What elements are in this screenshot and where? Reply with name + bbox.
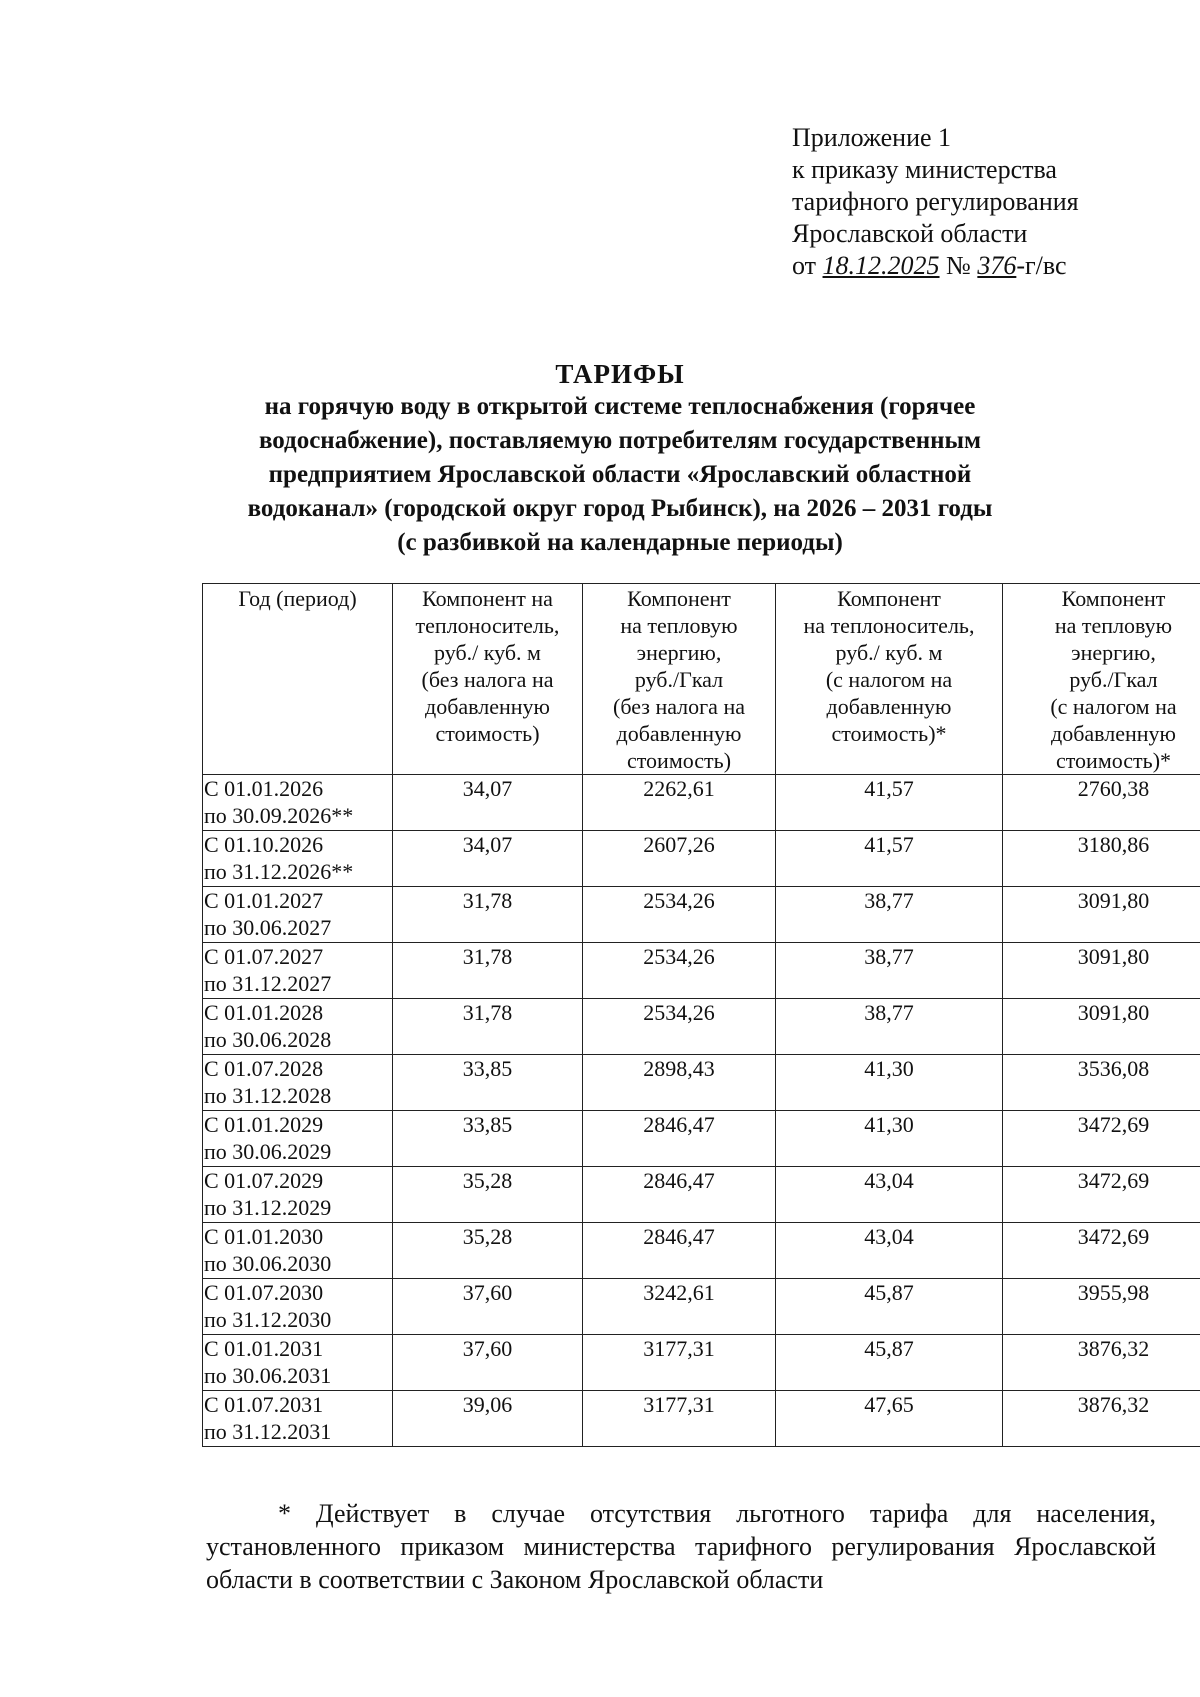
value-cell-c2: 2534,26 [583, 999, 776, 1055]
period-to: по 30.06.2027 [204, 915, 332, 940]
value-cell-c3: 47,65 [776, 1391, 1003, 1447]
column-header-line: руб./Гкал [1069, 667, 1158, 692]
period-to: по 31.12.2027 [204, 971, 332, 996]
value-cell-c2: 3177,31 [583, 1391, 776, 1447]
column-header-line: руб./Гкал [634, 667, 724, 692]
column-header-line: на тепловую [620, 613, 738, 638]
footnote-text: * Действует в случае отсутствия льготного тарифа для населения, установленного приказом министерства тарифного регулирования Ярославской области в соответствии с Законом Ярославской области [206, 1499, 1156, 1594]
column-header-line: стоимость) [626, 748, 732, 773]
period-from: С 01.07.2027 [204, 944, 324, 969]
value-cell-c4: 2760,38 [1003, 775, 1200, 831]
value-cell-c4: 3876,32 [1003, 1335, 1200, 1391]
title-line-4: водоканал» (городской округ город Рыбинск), на 2026 – 2031 годы [247, 495, 993, 522]
value-cell-c3: 38,77 [776, 887, 1003, 943]
period-to: по 31.12.2029 [204, 1195, 332, 1220]
value-cell-c2: 2846,47 [583, 1111, 776, 1167]
title-line-5: (с разбивкой на календарные периоды) [397, 529, 843, 556]
table-body [203, 775, 1200, 1447]
appendix-line-4: Ярославской области [792, 219, 1028, 248]
value-cell-c4: 3091,80 [1003, 887, 1200, 943]
column-header-3 [583, 584, 776, 775]
period-to: по 31.12.2030 [204, 1307, 332, 1332]
column-header-line: добавленную [616, 721, 742, 746]
column-header-line: добавленную [425, 694, 550, 719]
tariffs-table [202, 583, 1200, 1447]
title-line-2: водоснабжение), поставляемую потребителям государственным [258, 427, 982, 454]
value-cell-c4: 3472,69 [1003, 1111, 1200, 1167]
column-header-1 [203, 584, 393, 775]
table-row [203, 831, 1200, 887]
table-row [203, 1055, 1200, 1111]
value-cell-c4: 3876,32 [1003, 1391, 1200, 1447]
value-cell-c3: 43,04 [776, 1223, 1003, 1279]
period-cell [203, 1167, 393, 1223]
value-cell-c1: 37,60 [393, 1279, 583, 1335]
number-label: № [946, 251, 971, 280]
value-cell-c3: 41,30 [776, 1055, 1003, 1111]
value-cell-c2: 2846,47 [583, 1167, 776, 1223]
column-header-line: руб./ куб. м [835, 640, 943, 665]
period-to: по 30.06.2030 [204, 1251, 332, 1276]
column-header-line: добавленную [826, 694, 952, 719]
period-from: С 01.07.2031 [204, 1392, 324, 1417]
column-header-line: (без налога на [613, 694, 745, 719]
value-cell-c4: 3180,86 [1003, 831, 1200, 887]
column-header-line: Компонент [627, 586, 731, 611]
appendix-line-3: тарифного регулирования [792, 187, 1079, 216]
value-cell-c2: 2607,26 [583, 831, 776, 887]
column-header-line: (с налогом на [1050, 694, 1177, 719]
table-header-row [203, 584, 1200, 775]
order-date: 18.12.2025 [822, 251, 940, 280]
value-cell-c1: 34,07 [393, 831, 583, 887]
order-suffix: -г/вс [1016, 251, 1067, 280]
period-from: С 01.01.2031 [204, 1336, 324, 1361]
column-header-line: Год (период) [238, 586, 357, 611]
appendix-line-1: Приложение 1 [792, 123, 952, 152]
value-cell-c3: 41,30 [776, 1111, 1003, 1167]
value-cell-c3: 45,87 [776, 1279, 1003, 1335]
document-title [160, 358, 1080, 560]
period-from: С 01.01.2029 [204, 1112, 324, 1137]
period-to: по 30.09.2026** [204, 803, 354, 828]
value-cell-c1: 35,28 [393, 1167, 583, 1223]
value-cell-c2: 3177,31 [583, 1335, 776, 1391]
column-header-line: на тепловую [1054, 613, 1173, 638]
period-to: по 30.06.2031 [204, 1363, 332, 1388]
period-to: по 30.06.2029 [204, 1139, 332, 1164]
table-row [203, 1335, 1200, 1391]
title-main: ТАРИФЫ [555, 359, 685, 389]
period-cell [203, 775, 393, 831]
period-from: С 01.01.2030 [204, 1224, 324, 1249]
column-header-line: стоимость)* [1055, 748, 1172, 773]
column-header-5 [1003, 584, 1200, 775]
value-cell-c3: 43,04 [776, 1167, 1003, 1223]
table-row [203, 1391, 1200, 1447]
table-row [203, 887, 1200, 943]
value-cell-c2: 2534,26 [583, 943, 776, 999]
period-cell [203, 1279, 393, 1335]
period-from: С 01.07.2028 [204, 1056, 324, 1081]
column-header-line: энергию, [636, 640, 722, 665]
column-header-line: Компонент на [422, 586, 553, 611]
value-cell-c2: 2534,26 [583, 887, 776, 943]
value-cell-c3: 41,57 [776, 775, 1003, 831]
period-from: С 01.07.2030 [204, 1280, 324, 1305]
value-cell-c4: 3472,69 [1003, 1167, 1200, 1223]
period-cell [203, 1335, 393, 1391]
table-row [203, 775, 1200, 831]
period-cell [203, 999, 393, 1055]
column-header-line: Компонент [837, 586, 941, 611]
value-cell-c3: 45,87 [776, 1335, 1003, 1391]
column-header-4 [776, 584, 1003, 775]
title-line-3: предприятием Ярославской области «Ярославский областной [268, 461, 972, 488]
column-header-line: стоимость) [435, 721, 540, 746]
table-row [203, 1279, 1200, 1335]
value-cell-c3: 38,77 [776, 943, 1003, 999]
from-label: от [792, 251, 817, 280]
column-header-line: на теплоноситель, [803, 613, 975, 638]
value-cell-c2: 2262,61 [583, 775, 776, 831]
period-cell [203, 1111, 393, 1167]
period-from: С 01.01.2028 [204, 1000, 324, 1025]
value-cell-c1: 33,85 [393, 1111, 583, 1167]
value-cell-c4: 3091,80 [1003, 943, 1200, 999]
column-header-line: руб./ куб. м [434, 640, 541, 665]
period-cell [203, 1391, 393, 1447]
period-to: по 30.06.2028 [204, 1027, 332, 1052]
value-cell-c1: 33,85 [393, 1055, 583, 1111]
value-cell-c1: 31,78 [393, 999, 583, 1055]
value-cell-c4: 3536,08 [1003, 1055, 1200, 1111]
period-from: С 01.01.2027 [204, 888, 324, 913]
table-row [203, 1111, 1200, 1167]
appendix-line-2: к приказу министерства [792, 155, 1057, 184]
period-from: С 01.10.2026 [204, 832, 324, 857]
value-cell-c1: 37,60 [393, 1335, 583, 1391]
period-cell [203, 943, 393, 999]
table-row [203, 1167, 1200, 1223]
column-header-line: (с налогом на [825, 667, 953, 692]
table-row [203, 999, 1200, 1055]
column-header-line: энергию, [1071, 640, 1156, 665]
period-to: по 31.12.2026** [204, 859, 354, 884]
column-header-line: теплоноситель, [415, 613, 560, 638]
period-cell [203, 831, 393, 887]
value-cell-c4: 3472,69 [1003, 1223, 1200, 1279]
title-line-1: на горячую воду в открытой системе теплоснабжения (горячее [264, 393, 976, 420]
value-cell-c3: 41,57 [776, 831, 1003, 887]
period-to: по 31.12.2028 [204, 1083, 332, 1108]
column-header-line: (без налога на [421, 667, 554, 692]
period-cell [203, 887, 393, 943]
table-row [203, 943, 1200, 999]
table-row [203, 1223, 1200, 1279]
period-cell [203, 1055, 393, 1111]
value-cell-c1: 31,78 [393, 943, 583, 999]
column-header-line: стоимость)* [831, 721, 947, 746]
value-cell-c1: 39,06 [393, 1391, 583, 1447]
column-header-line: Компонент [1061, 586, 1166, 611]
period-from: С 01.07.2029 [204, 1168, 324, 1193]
value-cell-c4: 3955,98 [1003, 1279, 1200, 1335]
value-cell-c1: 35,28 [393, 1223, 583, 1279]
value-cell-c2: 2846,47 [583, 1223, 776, 1279]
value-cell-c4: 3091,80 [1003, 999, 1200, 1055]
period-cell [203, 1223, 393, 1279]
column-header-line: добавленную [1051, 721, 1176, 746]
appendix-order-line [792, 250, 1079, 282]
period-from: С 01.01.2026 [204, 776, 324, 801]
appendix-header [792, 122, 1079, 282]
value-cell-c1: 31,78 [393, 887, 583, 943]
value-cell-c1: 34,07 [393, 775, 583, 831]
footnote [206, 1497, 1156, 1596]
order-number: 376 [977, 251, 1017, 280]
value-cell-c3: 38,77 [776, 999, 1003, 1055]
value-cell-c2: 2898,43 [583, 1055, 776, 1111]
period-to: по 31.12.2031 [204, 1419, 332, 1444]
value-cell-c2: 3242,61 [583, 1279, 776, 1335]
column-header-2 [393, 584, 583, 775]
